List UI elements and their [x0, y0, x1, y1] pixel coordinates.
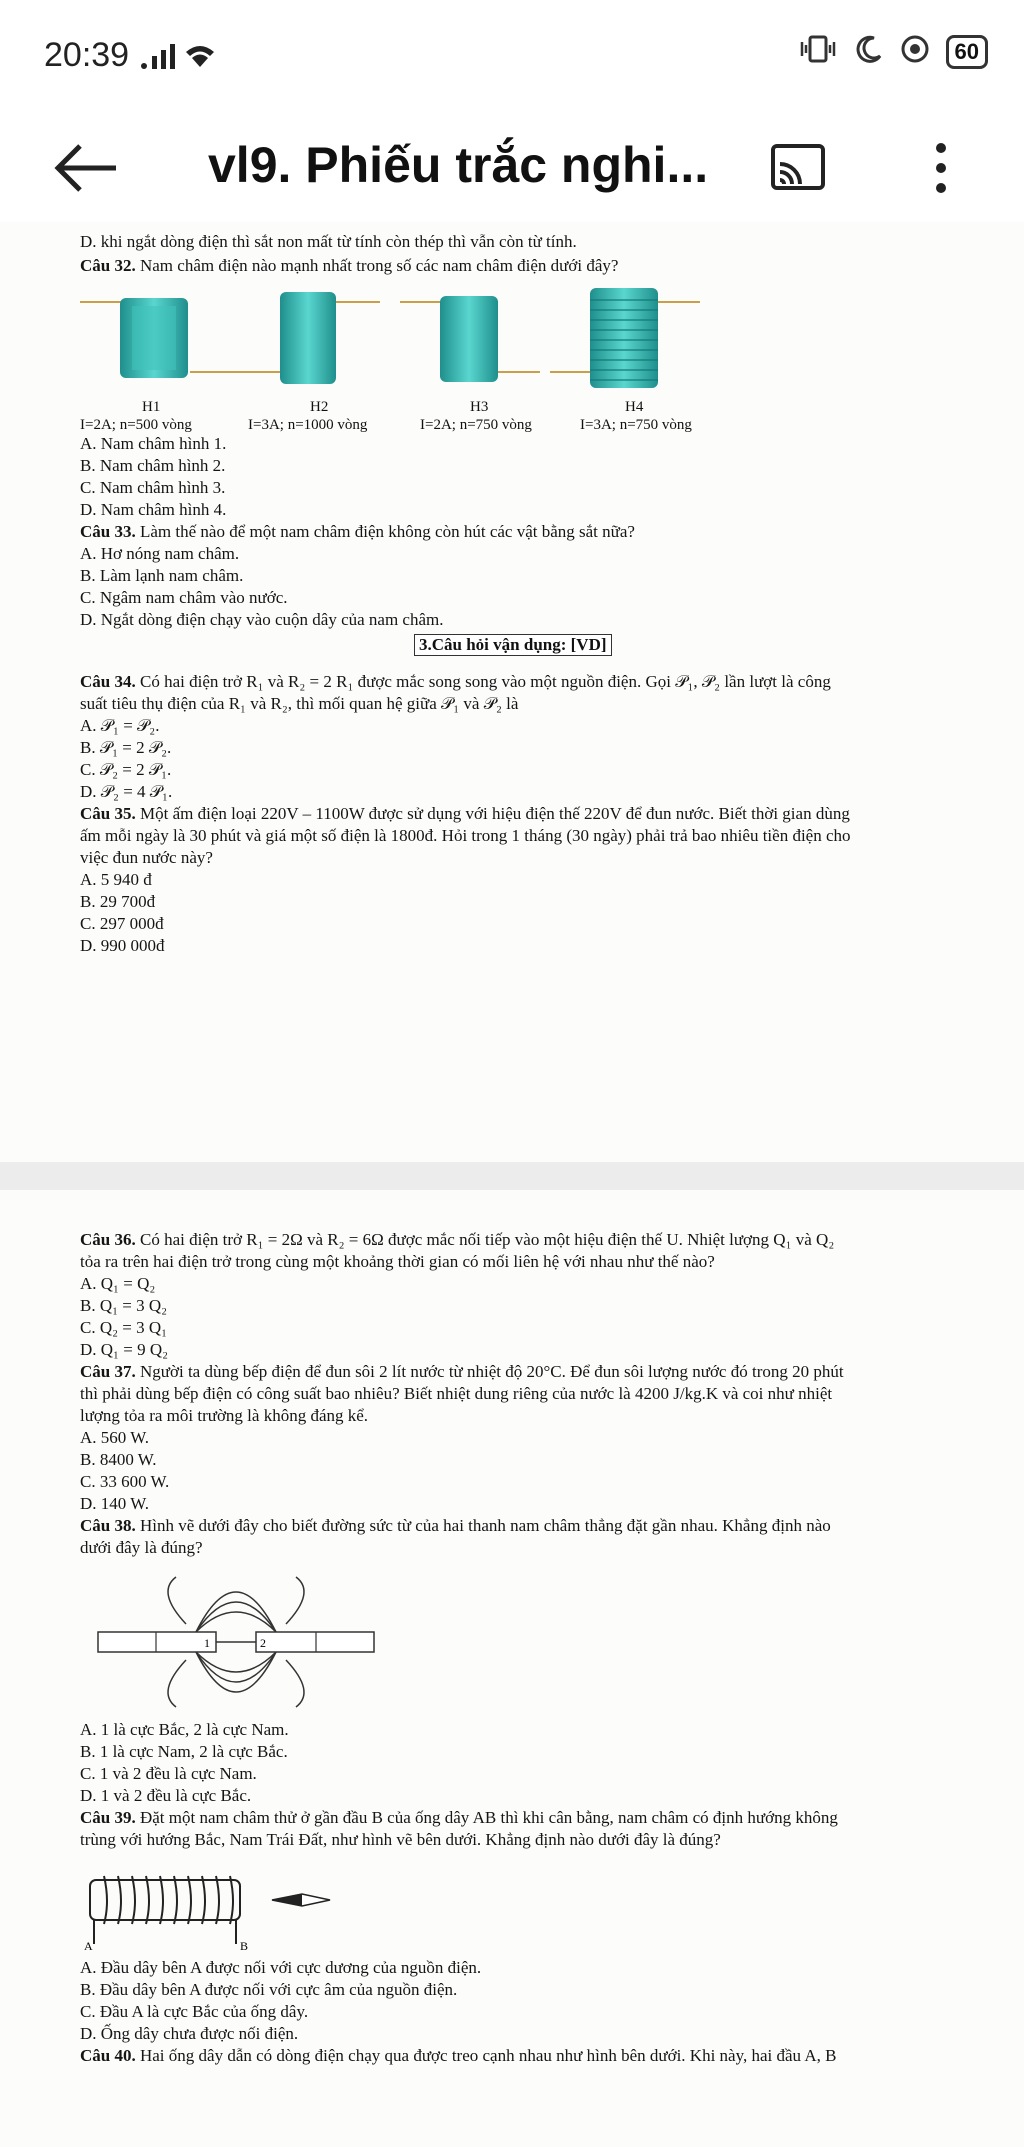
more-options-button[interactable]: [926, 138, 956, 198]
doc-line: [80, 1516, 831, 1536]
doc-line: lượng tỏa ra môi trường là không đáng kể.: [80, 1406, 369, 1425]
doc-line: [80, 522, 635, 542]
doc-line: D. 𝒫₂ = 4 𝒫₁.: [80, 782, 173, 801]
doc-line: B. Đầu dây bên A được nối với cực âm của nguồn điện.: [80, 1980, 458, 1999]
question-text: Hai ống dây dẫn có dòng điện chạy qua được treo cạnh nhau như hình bên dưới. Khi này, hai đầu A, B: [135, 2046, 837, 2065]
app-bar: [0, 110, 1024, 222]
page-separator: [0, 1162, 1024, 1190]
doc-line: A. Hơ nóng nam châm.: [80, 544, 240, 563]
status-bar: [0, 0, 1024, 110]
back-button[interactable]: [50, 140, 120, 196]
doc-line: tỏa ra trên hai điện trở trong cùng một khoảng thời gian có mối liên hệ với nhau như thế nào?: [80, 1252, 715, 1271]
bar-magnets-field-figure: [96, 1562, 376, 1712]
question-text: Có hai điện trở R₁ = 2Ω và R₂ = 6Ω được mắc nối tiếp vào một hiệu điện thế U. Nhiệt lượng Q₁ và Q₂: [135, 1230, 835, 1249]
question-text: Đặt một nam châm thử ở gần đầu B của ống dây AB thì khi cân bằng, nam châm có định hướng không: [135, 1808, 838, 1827]
question-number: Câu 33.: [80, 522, 136, 541]
cast-button[interactable]: [768, 140, 828, 196]
question-number: Câu 32.: [80, 256, 136, 275]
doc-line: [80, 1362, 844, 1382]
doc-line: A. Đầu dây bên A được nối với cực dương của nguồn điện.: [80, 1958, 482, 1977]
doc-line: A. 5 940 đ: [80, 870, 152, 889]
arrow-left-icon: [50, 140, 120, 196]
magnet-figures: [80, 284, 740, 454]
question-number: Câu 34.: [80, 672, 136, 691]
magnet-spec-h3: I=2A; n=750 vòng: [420, 417, 532, 433]
doc-line: suất tiêu thụ điện của R₁ và R₂, thì mối quan hệ giữa 𝒫₁ và 𝒫₂ là: [80, 694, 519, 713]
doc-line: A. 560 W.: [80, 1428, 149, 1447]
doc-line: D. khi ngắt dòng điện thì sắt non mất từ tính còn thép thì vẫn còn từ tính.: [80, 232, 577, 251]
document-page-2: [0, 1190, 1024, 2147]
doc-line: thì phải dùng bếp điện có công suất bao nhiêu? Biết nhiệt dung riêng của nước là 4200 J/kg.K và coi như nhiệt: [80, 1384, 833, 1403]
doc-line: trùng với hướng Bắc, Nam Trái Đất, như hình vẽ bên dưới. Khẳng định nào dưới đây là đúng?: [80, 1830, 721, 1849]
doc-line: B. Làm lạnh nam châm.: [80, 566, 244, 585]
document-viewer[interactable]: [0, 222, 1024, 2147]
doc-line: C. Ngâm nam châm vào nước.: [80, 588, 288, 607]
doc-line: ấm mỗi ngày là 30 phút và giá một số điện là 1800đ. Hỏi trong 1 tháng (30 ngày) phải trả bao nhiêu tiền điện cho: [80, 826, 851, 845]
question-number: Câu 38.: [80, 1516, 136, 1535]
doc-line: C. Đầu A là cực Bắc của ống dây.: [80, 2002, 309, 2021]
doc-line: D. Nam châm hình 4.: [80, 500, 227, 519]
question-text: Người ta dùng bếp điện để đun sôi 2 lít nước từ nhiệt độ 20°C. Để đun sôi lượng nước đó trong 20 phút: [135, 1362, 844, 1381]
question-text: Nam châm điện nào mạnh nhất trong số các nam châm điện dưới đây?: [135, 256, 619, 275]
doc-line: [80, 256, 618, 276]
magnet-caption-h3: H3: [470, 399, 489, 415]
doc-line: [80, 1808, 838, 1828]
section-heading-vd: 3.Câu hỏi vận dụng: [VD]: [414, 634, 612, 656]
document-page-1: [0, 222, 1024, 1162]
doc-line: C. 33 600 W.: [80, 1472, 170, 1491]
doc-line: B. Q₁ = 3 Q₂: [80, 1296, 168, 1315]
question-number: Câu 39.: [80, 1808, 136, 1827]
question-number: Câu 36.: [80, 1230, 136, 1249]
magnet-spec-h2: I=3A; n=1000 vòng: [248, 417, 368, 433]
solenoid-end-a: A: [84, 1939, 93, 1953]
page-title: vl9. Phiếu trắc nghi...: [208, 137, 709, 193]
doc-line: dưới đây là đúng?: [80, 1538, 203, 1557]
solenoid-compass-figure: [80, 1854, 360, 1954]
doc-line: [80, 804, 850, 824]
magnet-caption-h1: H1: [142, 399, 161, 415]
battery-icon: 60: [946, 35, 988, 69]
question-number: Câu 37.: [80, 1362, 136, 1381]
data-saver-icon: [900, 34, 930, 69]
question-number: Câu 35.: [80, 804, 136, 823]
status-time: 20:39: [44, 36, 130, 74]
doc-line: C. Q₂ = 3 Q₁: [80, 1318, 168, 1337]
signal-icon: [140, 40, 220, 75]
doc-line: việc đun nước này?: [80, 848, 213, 867]
doc-line: [80, 1230, 834, 1250]
more-vertical-icon: [926, 138, 956, 198]
doc-line: C. Nam châm hình 3.: [80, 478, 226, 497]
doc-line: D. Ngắt dòng điện chạy vào cuộn dây của nam châm.: [80, 610, 444, 629]
moon-icon: [854, 34, 884, 69]
magnet-caption-h4: H4: [625, 399, 644, 415]
pole-label-1: 1: [204, 1636, 210, 1650]
solenoid-end-b: B: [240, 1939, 249, 1953]
magnet-caption-h2: H2: [310, 399, 329, 415]
doc-line: [80, 2046, 836, 2066]
status-icons: [798, 34, 988, 69]
question-text: Hình vẽ dưới đây cho biết đường sức từ của hai thanh nam châm thẳng đặt gần nhau. Khẳng định nào: [135, 1516, 831, 1535]
doc-line: D. 990 000đ: [80, 936, 165, 955]
doc-line: D. Ống dây chưa được nối điện.: [80, 2024, 299, 2043]
doc-line: B. 𝒫₁ = 2 𝒫₂.: [80, 738, 172, 757]
doc-line: C. 1 và 2 đều là cực Nam.: [80, 1764, 257, 1783]
doc-line: A. Q₁ = Q₂: [80, 1274, 156, 1293]
vibrate-icon: [798, 34, 838, 69]
magnet-spec-h4: I=3A; n=750 vòng: [580, 417, 692, 433]
doc-line: D. Q₁ = 9 Q₂: [80, 1340, 169, 1359]
cast-icon: [768, 140, 828, 196]
doc-line: A. 1 là cực Bắc, 2 là cực Nam.: [80, 1720, 289, 1739]
doc-line: A. Nam châm hình 1.: [80, 434, 227, 453]
question-number: Câu 40.: [80, 2046, 136, 2065]
doc-line: D. 1 và 2 đều là cực Bắc.: [80, 1786, 252, 1805]
doc-line: B. Nam châm hình 2.: [80, 456, 226, 475]
pole-label-2: 2: [260, 1636, 266, 1650]
question-text: Làm thế nào để một nam châm điện không còn hút các vật bằng sắt nữa?: [135, 522, 635, 541]
doc-line: B. 29 700đ: [80, 892, 156, 911]
question-text: Có hai điện trở R₁ và R₂ = 2 R₁ được mắc song song vào một nguồn điện. Gọi 𝒫₁, 𝒫₂ lần lượt là công: [135, 672, 831, 691]
magnet-spec-h1: I=2A; n=500 vòng: [80, 417, 192, 433]
doc-line: A. 𝒫₁ = 𝒫₂.: [80, 716, 160, 735]
question-text: Một ấm điện loại 220V – 1100W được sử dụng với hiệu điện thế 220V để đun nước. Biết thời gian dùng: [135, 804, 850, 823]
doc-line: B. 8400 W.: [80, 1450, 157, 1469]
doc-line: D. 140 W.: [80, 1494, 149, 1513]
doc-line: C. 297 000đ: [80, 914, 164, 933]
doc-line: B. 1 là cực Nam, 2 là cực Bắc.: [80, 1742, 288, 1761]
electromagnet-illustrations: [80, 284, 740, 394]
doc-line: C. 𝒫₂ = 2 𝒫₁.: [80, 760, 172, 779]
doc-line: [80, 672, 831, 692]
